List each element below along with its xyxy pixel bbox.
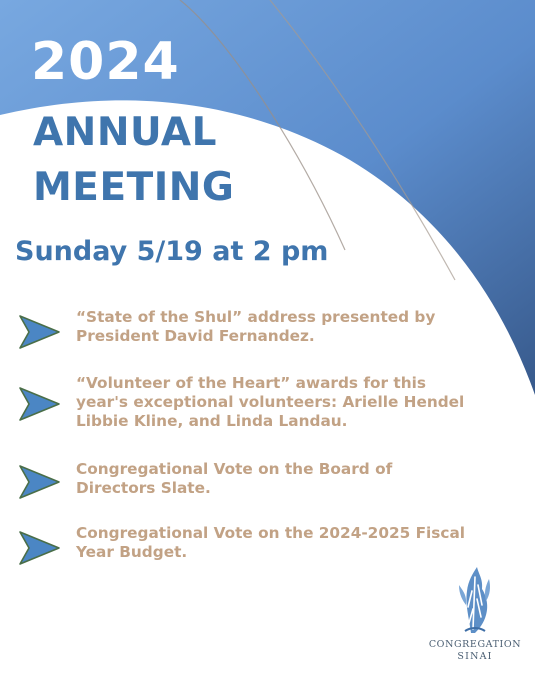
year-heading: 2024 — [31, 32, 180, 92]
agenda-item-line: President David Fernandez. — [76, 327, 315, 345]
title-line-meeting: MEETING — [33, 165, 235, 210]
event-date-time: Sunday 5/19 at 2 pm — [15, 236, 329, 267]
agenda-item-text — [76, 308, 526, 346]
agenda-item-line: Congregational Vote on the Board of — [76, 460, 393, 478]
logo-text-congregation: CONGREGATION — [428, 639, 522, 650]
agenda-item-line: “Volunteer of the Heart” awards for this — [76, 374, 426, 392]
agenda-item-line: Year Budget. — [76, 543, 188, 561]
arrow-bullet-icon — [18, 464, 61, 500]
agenda-item-text — [76, 374, 526, 431]
title-line-annual: ANNUAL — [33, 110, 217, 155]
congregation-logo — [425, 565, 525, 665]
agenda-item-line: Libbie Kline, and Linda Landau. — [76, 412, 348, 430]
arrow-bullet-icon — [18, 386, 61, 422]
agenda-item-line: “State of the Shul” address presented by — [76, 308, 436, 326]
agenda-item-line: Directors Slate. — [76, 479, 211, 497]
congregation-sinai-logo-icon — [451, 565, 497, 635]
logo-text-sinai: SINAI — [457, 651, 493, 662]
agenda-item-text — [76, 524, 526, 562]
agenda-item-text — [76, 460, 526, 498]
agenda-item-line: year's exceptional volunteers: Arielle Hendel — [76, 393, 465, 411]
arrow-bullet-icon — [18, 314, 61, 350]
agenda-item-line: Congregational Vote on the 2024-2025 Fiscal — [76, 524, 466, 542]
arrow-bullet-icon — [18, 530, 61, 566]
